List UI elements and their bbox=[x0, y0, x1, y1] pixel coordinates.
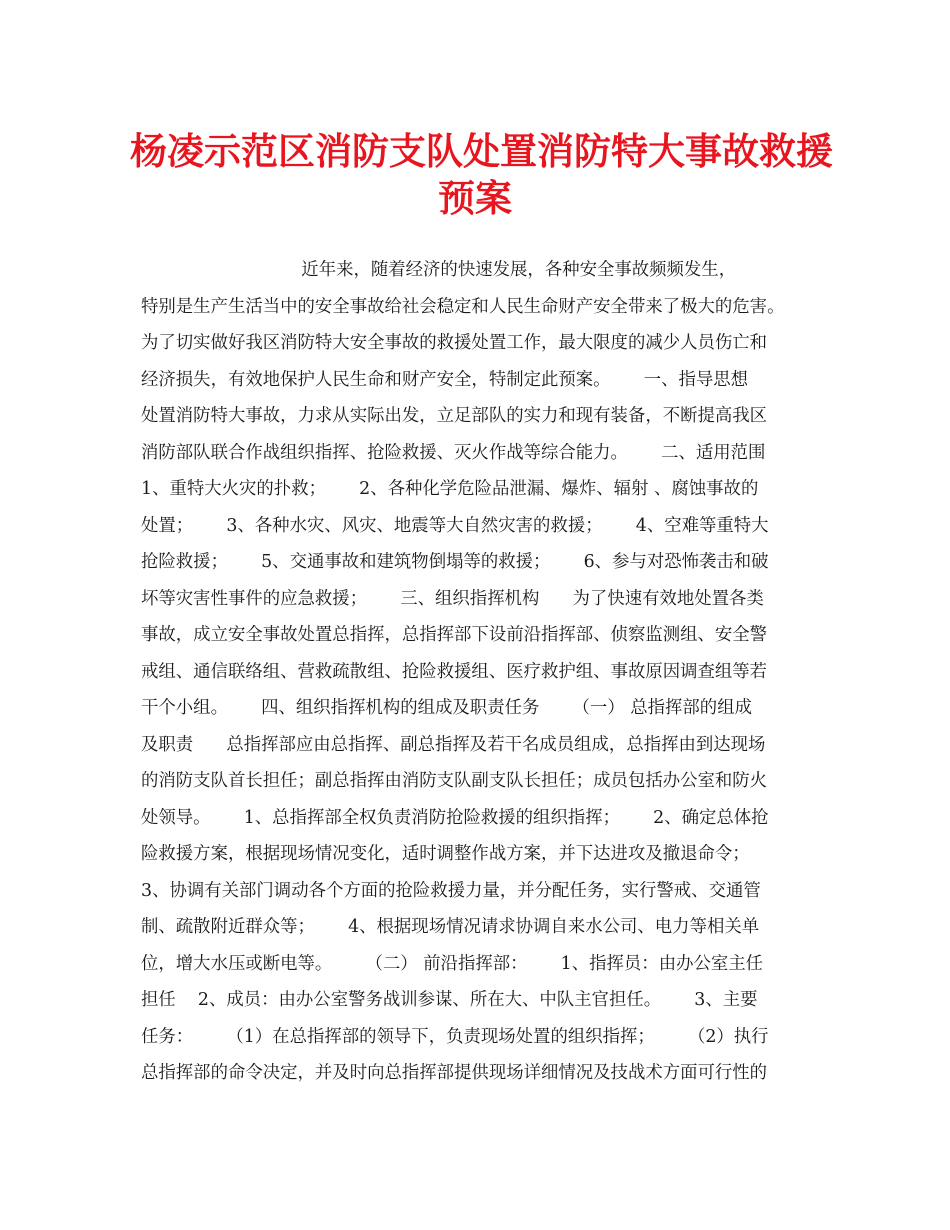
body-line: 抢险救援； 5、交通事故和建筑物倒塌等的救援； 6、参与对恐怖袭击和破 bbox=[141, 552, 769, 572]
body-line: 险救援方案，根据现场情况变化，适时调整作战方案，并下达进攻及撤退命令； bbox=[141, 844, 750, 864]
body-line: 处置消防特大事故，力求从实际出发，立足部队的实力和现有装备，不断提高我区 bbox=[141, 406, 768, 426]
body-line: 总指挥部的命令决定，并及时向总指挥部提供现场详细情况及技战术方面可行性的 bbox=[141, 1063, 768, 1083]
body-line: 特别是生产生活当中的安全事故给社会稳定和人民生命财产安全带来了极大的危害。 bbox=[141, 296, 785, 317]
body-line: 1、重特大火灾的扑救； 2、各种化学危险品泄漏、爆炸、辐射 、腐蚀事故的 bbox=[141, 479, 759, 499]
body-line: 位，增大水压或断电等。 （二） 前沿指挥部： 1、指挥员：由办公室主任 bbox=[141, 953, 764, 974]
body-line: 干个小组。 四、组织指挥机构的组成及职责任务 （一） 总指挥部的组成 bbox=[141, 698, 752, 718]
title-line-1: 杨凌示范区消防支队处置消防特大事故救援 bbox=[130, 129, 833, 173]
body-line: 及职责 总指挥部应由总指挥、副总指挥及若干名成员组成，总指挥由到达现场 bbox=[141, 734, 766, 755]
document-body bbox=[141, 252, 813, 1092]
title-line-2: 预案 bbox=[438, 176, 512, 220]
document-title bbox=[130, 128, 833, 222]
body-line: 制、疏散附近群众等； 4、根据现场情况请求协调自来水公司、电力等相关单 bbox=[141, 917, 760, 937]
body-line: 处领导。 1、总指挥部全权负责消防抢险救援的组织指挥； 2、确定总体抢 bbox=[141, 807, 769, 828]
body-line: 事故，成立安全事故处置总指挥，总指挥部下设前沿指挥部、侦察监测组、安全警 bbox=[141, 625, 768, 645]
body-line: 戒组、通信联络组、营救疏散组、抢险救援组、医疗救护组、事故原因调查组等若 bbox=[141, 661, 768, 682]
body-line: 的消防支队首长担任；副总指挥由消防支队副支队长担任；成员包括办公室和防火 bbox=[141, 771, 768, 791]
body-line: 3、协调有关部门调动各个方面的抢险救援力量，并分配任务，实行警戒、交通管 bbox=[141, 880, 761, 901]
body-line: 处置； 3、各种水灾、风灾、地震等大自然灾害的救援； 4、空难等重特大 bbox=[141, 515, 769, 536]
body-line: 担任 2、成员：由办公室警务战训参谋、所在大、中队主官担任。 3、主要 bbox=[141, 990, 758, 1010]
body-line: 经济损失，有效地保护人民生命和财产安全，特制定此预案。 一、指导思想 bbox=[141, 369, 749, 390]
body-line: 任务： （1）在总指挥部的领导下，负责现场处置的组织指挥； （2）执行 bbox=[141, 1026, 769, 1047]
body-line: 为了切实做好我区消防特大安全事故的救援处置工作，最大限度的减少人员伤亡和 bbox=[141, 333, 768, 353]
body-line: 消防部队联合作战组织指挥、抢险救援、灭火作战等综合能力。 二、适用范围 bbox=[141, 442, 766, 463]
body-line: 近年来，随着经济的快速发展，各种安全事故频频发生， bbox=[141, 260, 737, 280]
body-line: 坏等灾害性事件的应急救援； 三、组织指挥机构 为了快速有效地处置各类 bbox=[141, 588, 764, 609]
